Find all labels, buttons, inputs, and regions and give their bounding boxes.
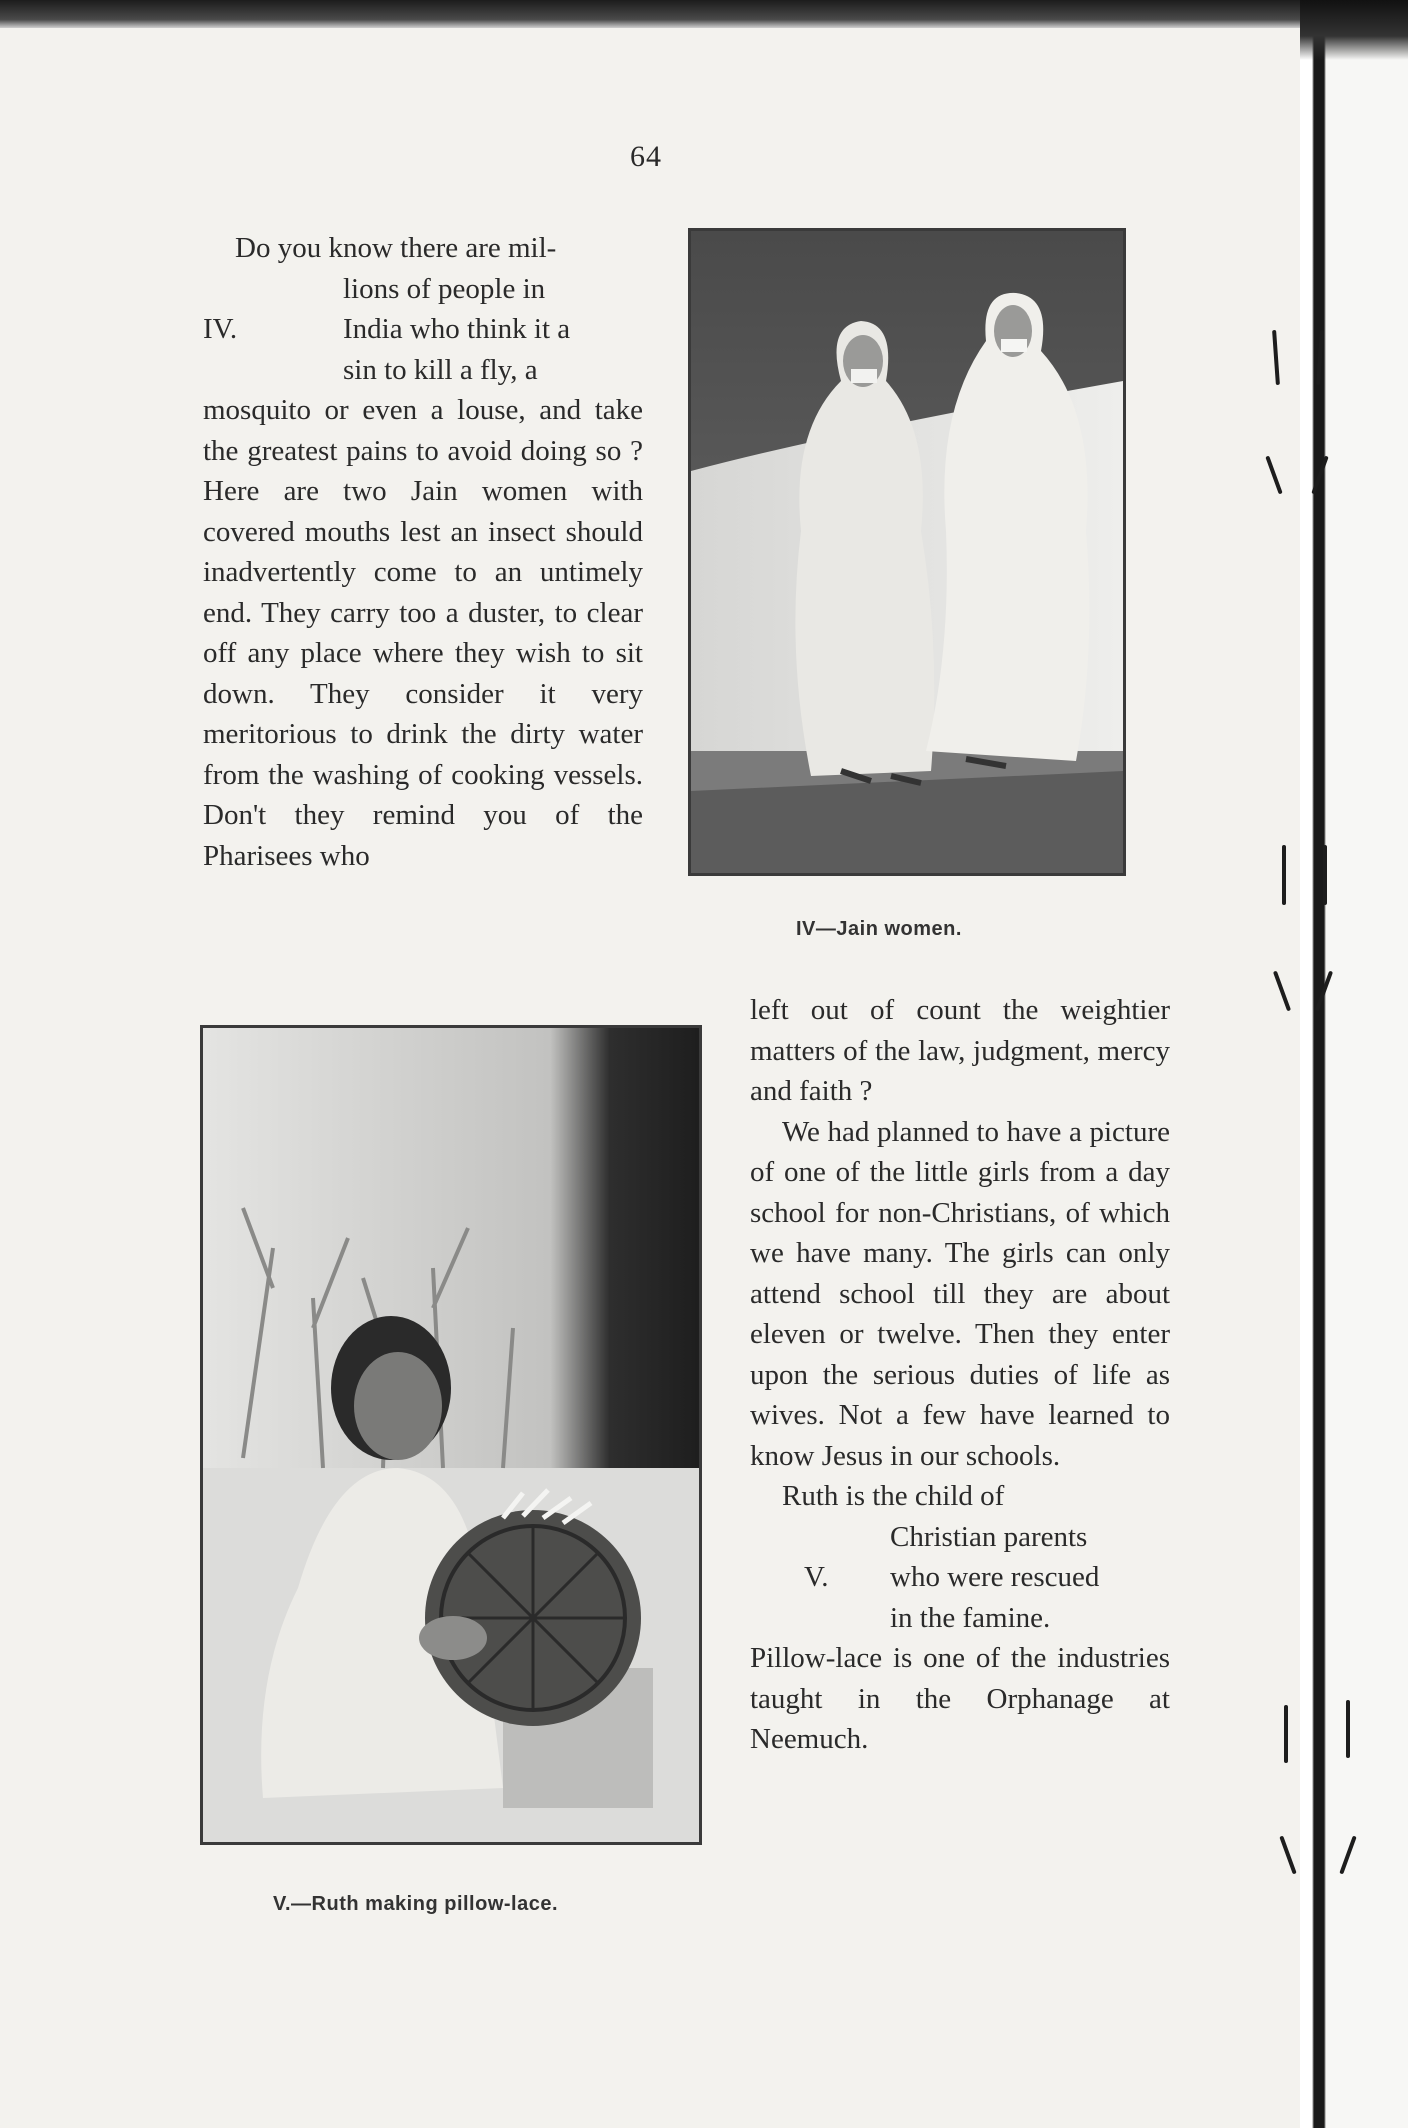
scan-top-edge [0,0,1408,28]
section-iv-marker: IV. [203,313,238,345]
drop-line: sin to kill a fly, a [343,353,538,386]
stitch-mark [1279,1836,1296,1875]
section-v-drop [750,1517,1170,1639]
drop-line: India who think it a [343,313,571,345]
stitch-mark [1284,1705,1288,1763]
stitch-mark [1265,456,1282,495]
page-number: 64 [630,140,662,173]
caption-jain-women: IV—Jain women. [796,918,962,940]
stitch-mark [1323,845,1327,905]
photo-jain-women-image [691,231,1123,873]
stitch-mark [1282,845,1286,905]
drop-line: in the famine. [890,1601,1051,1634]
drop-line: Christian parents [890,1520,1088,1553]
section-v-body: Pillow-lace is one of the industries taught in the Orphanage at Neemuch. [750,1642,1170,1755]
caption-ruth: V.—Ruth making pillow-lace. [273,1893,559,1915]
stitch-mark [1346,1700,1350,1758]
drop-line: lions of people in [343,272,546,305]
section-iv-body: mosquito or even a louse, and take the greatest pains to avoid doing so ? Here are two Jain women with covered mouths lest an insect should inadvertently come to an untimely end. They carry too a duster, to clear off any place where they wish to sit down. They consider it very meritorious to drink the dirty water from the washing of cooking vessels. Don't they remind you of the Pharisees who [203,394,643,872]
spine-shadow [1300,0,1408,60]
section-iv-drop [203,269,643,391]
photo-ruth-image [203,1028,699,1842]
school-paragraph: We had planned to have a picture of one of the little girls from a day school for non-Christians, of which we have many. The girls can only attend school till they are about eleven or twelve. Then they enter upon the serious duties of life as wives. Not a few have learned to know Jesus in our schools. [750,1115,1170,1472]
drop-line: who were rescued [890,1561,1100,1593]
stitch-mark [1272,330,1280,385]
photo-ruth-pillow-lace [200,1025,702,1845]
section-iv-text [203,228,643,876]
book-spine [1300,0,1408,2128]
section-iv-continuation: left out of count the weightier matters of the law, judgment, mercy and faith ? [750,994,1170,1107]
section-v-lead-line: Ruth is the child of [782,1480,1005,1512]
photo-jain-women [688,228,1126,876]
right-column-text [750,990,1170,1760]
section-v-marker: V. [804,1561,829,1593]
section-iv-lead-line: Do you know there are mil- [235,232,557,264]
stitch-mark [1273,971,1291,1012]
